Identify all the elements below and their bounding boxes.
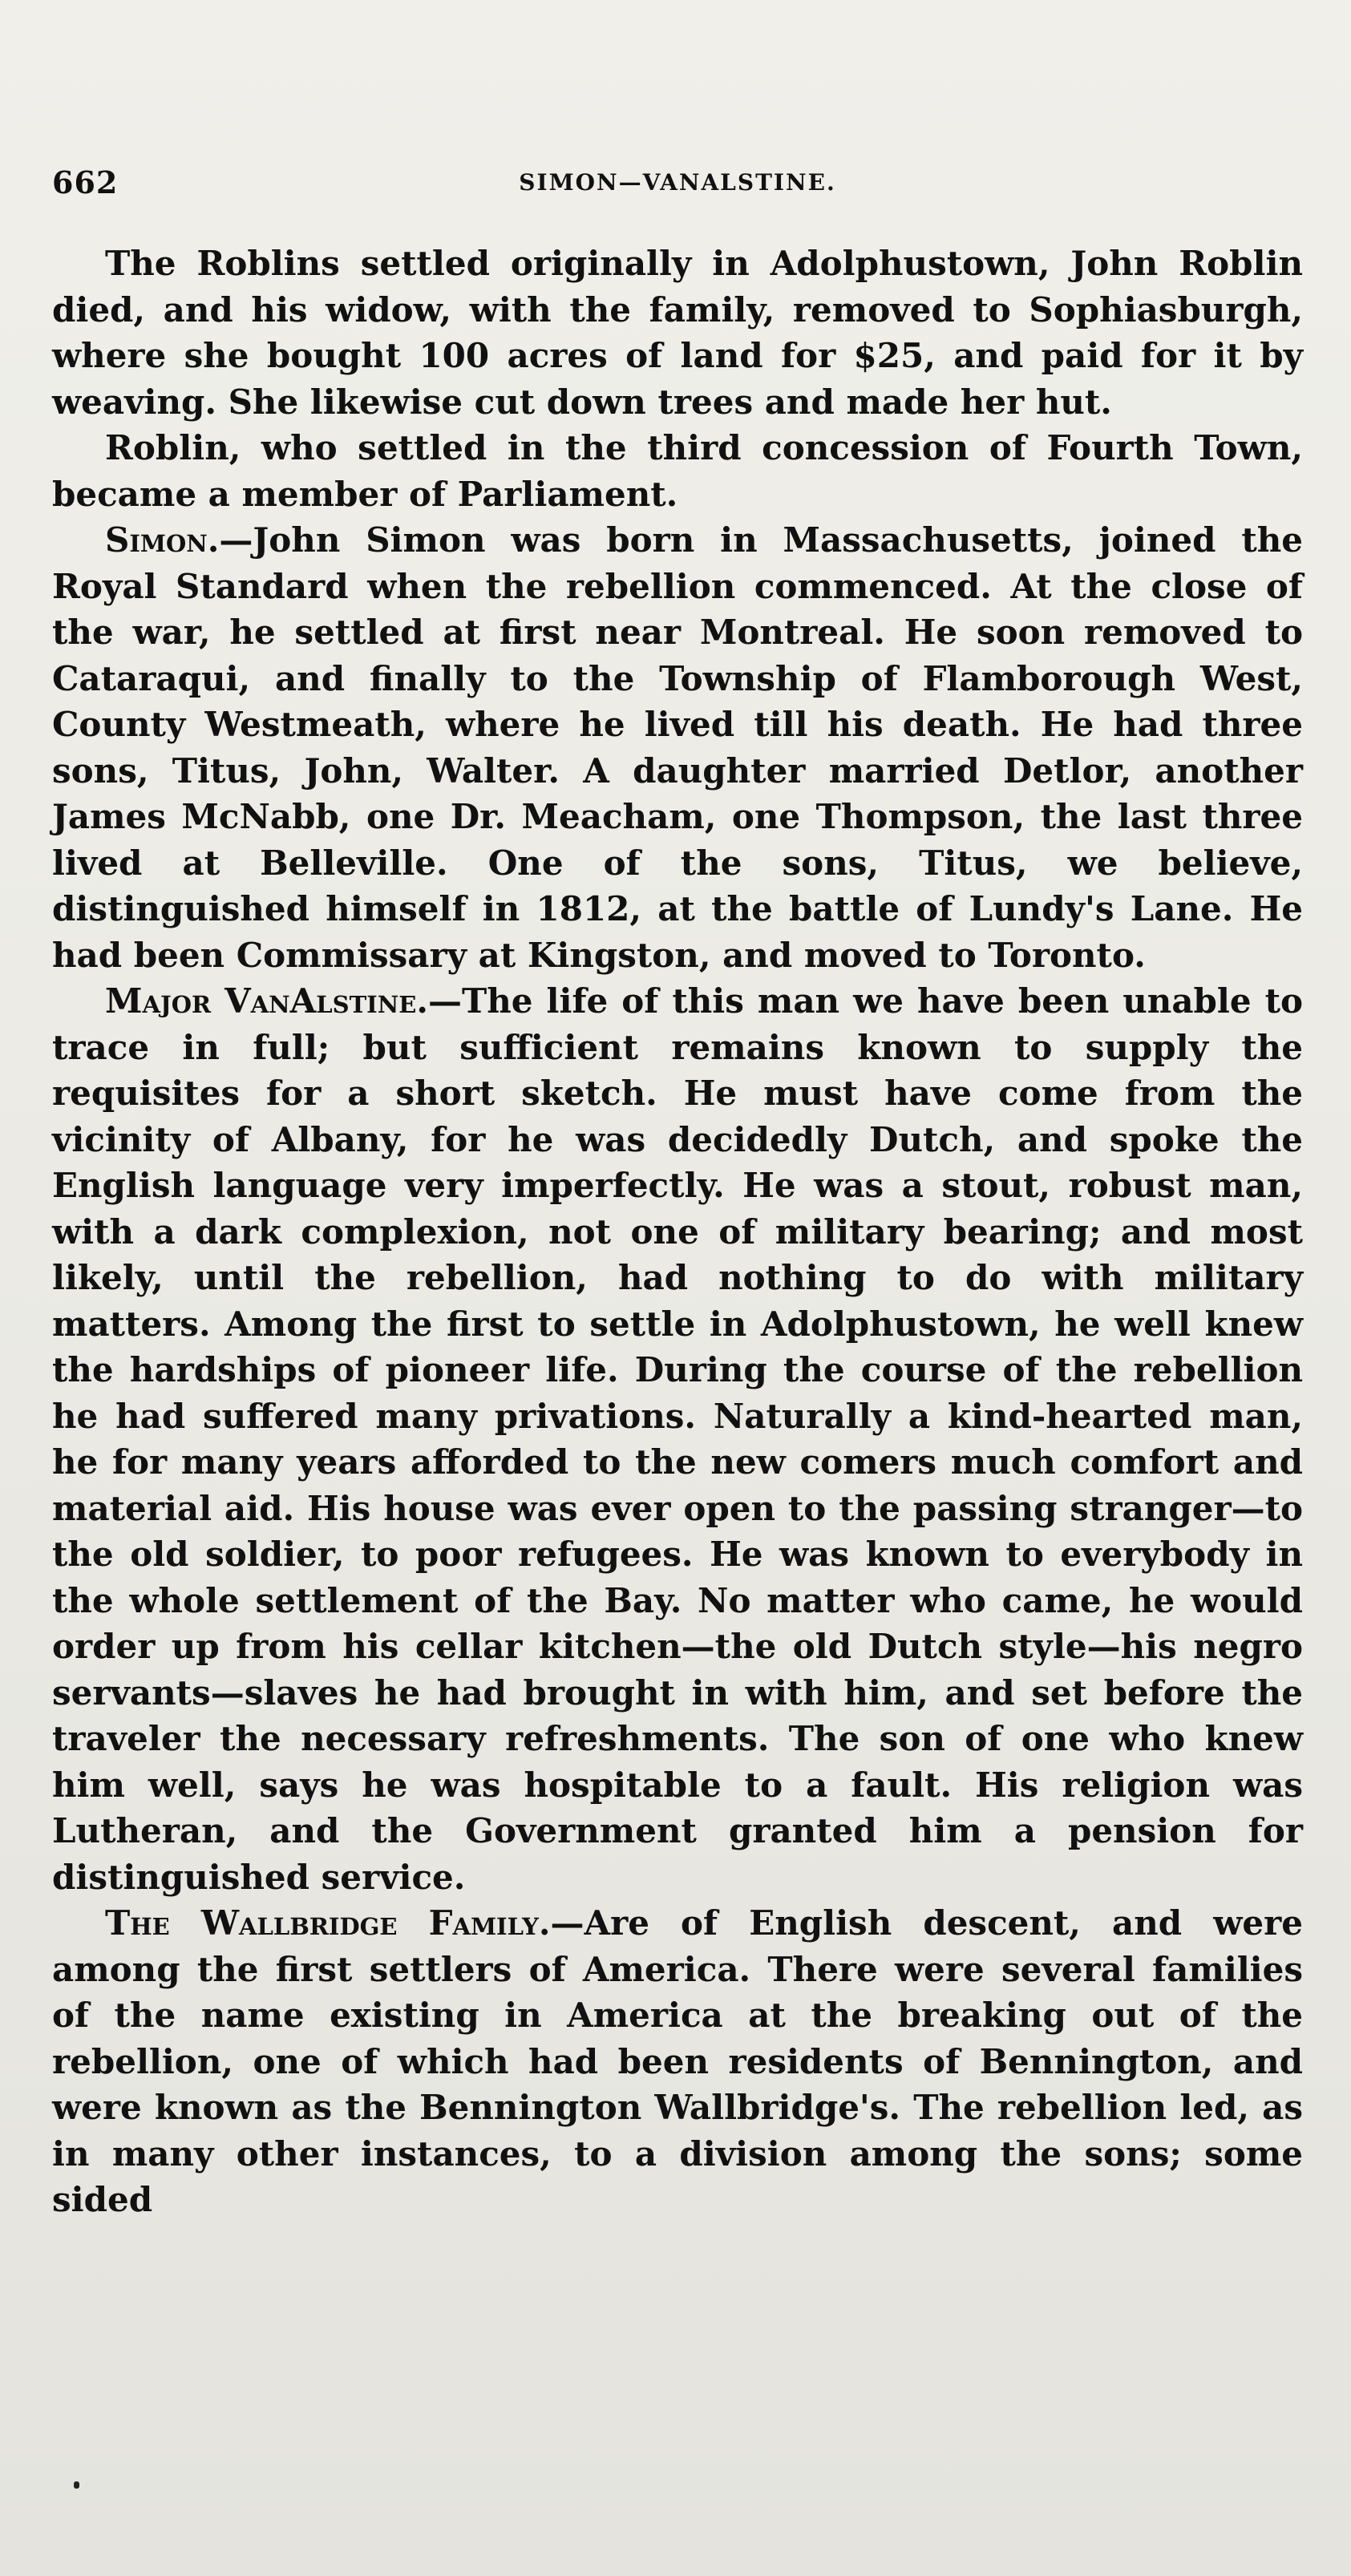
paragraph-wallbridge: [52, 1900, 1303, 2223]
section-lead-wallbridge: The Wallbridge Family.: [105, 1903, 551, 1943]
paragraph-roblins: [52, 241, 1303, 425]
body-text: [52, 241, 1303, 2223]
ink-speck: [74, 2481, 79, 2489]
section-lead-vanalstine: Major VanAlstine.: [105, 981, 428, 1021]
paragraph-roblin-parliament: [52, 425, 1303, 517]
paragraph-text: —The life of this man we have been unable to trace in full; but sufficient remains known to supply the requisites for a short sketch. He must have come from the vicinity of Albany, for he was decidedly Dutch, and spoke the English language very imperfectly. He was a stout, robust man, with a dark complexion, not one of military bearing; and most likely, until the rebellion, had nothing to do with military matters. Among the first to settle in Adolphustown, he well knew the hardships of pioneer life. During the course of the rebellion he had suffered many privations. Naturally a kind-hearted man, he for many years afforded to the new comers much comfort and material aid. His house was ever open to the passing stranger—to the old soldier, to poor refugees. He was known to everybody in the whole settlement of the Bay. No matter who came, he would order up from his cellar kitchen—the old Dutch style—his negro servants—slaves he had brought in with him, and set before the traveler the necessary refreshments. The son of one who knew him well, says he was hospitable to a fault. His religion was Lutheran, and the Government granted him a pension for distinguished service.: [52, 981, 1304, 1897]
running-head: SIMON—VANALSTINE.: [519, 169, 836, 196]
section-lead-simon: Simon.: [105, 520, 220, 560]
paragraph-text: Roblin, who settled in the third concession of Fourth Town, became a member of Parliament.: [52, 428, 1303, 514]
paragraph-simon: [52, 517, 1303, 978]
page-number: 662: [52, 164, 119, 200]
paragraph-text: The Roblins settled originally in Adolphustown, John Roblin died, and his widow, with the family, removed to Sophiasburgh, where she bought 100 acres of land for $25, and paid for it by weaving. She likewise cut down trees and made her hut.: [52, 244, 1303, 422]
paragraph-text: —Are of English descent, and were among the first settlers of America. There were several families of the name existing in America at the breaking out of the rebellion, one of which had been residents of Bennington, and were known as the Bennington Wallbridge's. The rebellion led, as in many other instances, to a division among the sons; some sided: [52, 1903, 1303, 2219]
page-header: [52, 164, 1303, 212]
paragraph-vanalstine: [52, 978, 1303, 1900]
paragraph-text: —John Simon was born in Massachusetts, joined the Royal Standard when the rebellion commenced. At the close of the war, he settled at first near Montreal. He soon removed to Cataraqui, and finally to the Township of Flamborough West, County Westmeath, where he lived till his death. He had three sons, Titus, John, Walter. A daughter married Detlor, another James McNabb, one Dr. Meacham, one Thompson, the last three lived at Belleville. One of the sons, Titus, we believe, distinguished himself in 1812, at the battle of Lundy's Lane. He had been Commissary at Kingston, and moved to Toronto.: [52, 520, 1303, 975]
